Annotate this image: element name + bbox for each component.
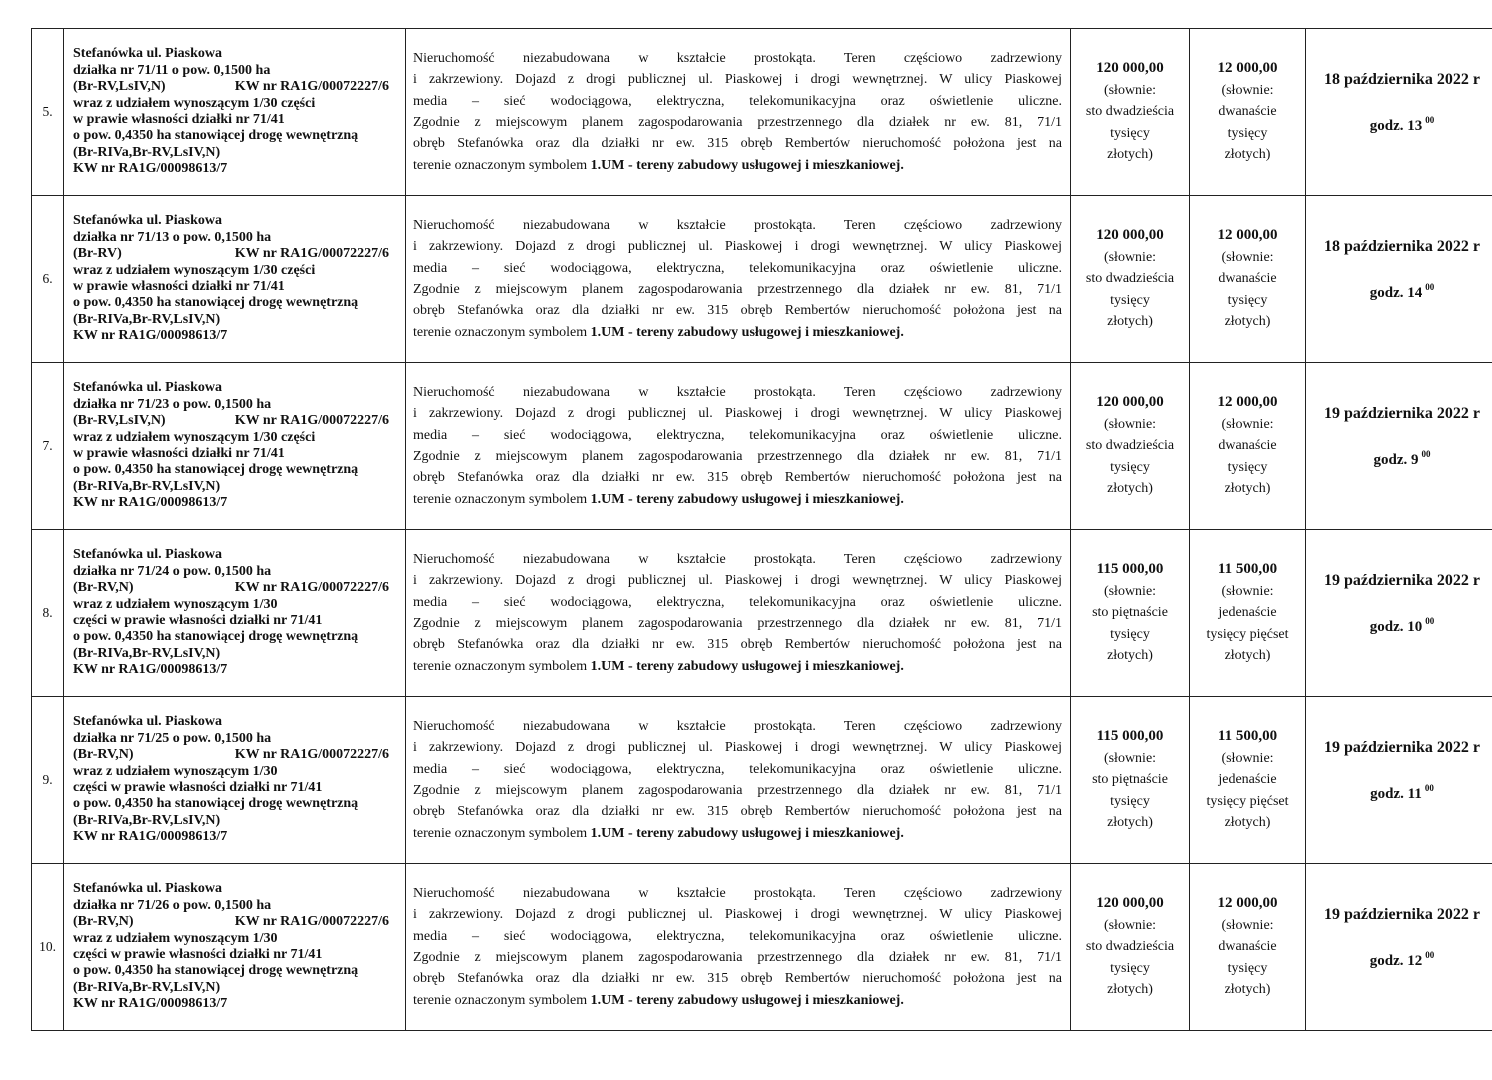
deposit-cell	[1190, 697, 1306, 864]
location-line: o pow. 0,4350 ha stanowiącej drogę wewnętrzną	[73, 462, 359, 478]
description-line: Nieruchomość niezabudowana w kształcie prostokąta. Teren częściowo zadrzewiony	[413, 719, 1062, 735]
auction-date-cell	[1306, 196, 1492, 363]
description-line: obręb Stefanówka oraz dla działki nr ew. 315 obręb Rembertów nieruchomość położona jest na	[413, 804, 1062, 820]
location-line: (Br-RIVa,Br-RV,LsIV,N)	[73, 812, 221, 828]
deposit-words: jedenaście	[1218, 605, 1277, 621]
zoning-symbol: 1.UM - tereny zabudowy usługowej i mieszkaniowej.	[590, 491, 904, 507]
property-description-cell	[406, 196, 1071, 363]
starting-price: 120 000,00	[1096, 394, 1164, 411]
location-line: o pow. 0,4350 ha stanowiącej drogę wewnętrzną	[73, 295, 359, 311]
location-line: w prawie własności działki nr 71/41	[73, 112, 285, 127]
land-register-number: KW nr RA1G/00072227/6	[234, 747, 389, 763]
auction-date: 18 października 2022 r	[1324, 71, 1480, 88]
location-line: wraz z udziałem wynoszącym 1/30	[73, 763, 278, 779]
description-last-line	[413, 322, 1062, 343]
description-line: obręb Stefanówka oraz dla działki nr ew. 315 obręb Rembertów nieruchomość położona jest na	[413, 303, 1062, 319]
description-text: terenie oznaczonym symbolem	[413, 658, 591, 674]
description-line: media – sieć wodociągowa, elektryczna, telekomunikacyjna oraz oświetlenie uliczne.	[413, 93, 1062, 109]
property-location-cell	[64, 530, 406, 697]
auction-time	[1306, 950, 1492, 970]
description-line: obręb Stefanówka oraz dla działki nr ew. 315 obręb Rembertów nieruchomość położona jest na	[413, 971, 1062, 987]
starting-price-cell	[1071, 864, 1190, 1031]
price-words: sto dwadzieścia	[1085, 438, 1175, 454]
location-line: KW nr RA1G/00098613/7	[73, 161, 228, 177]
location-line: o pow. 0,4350 ha stanowiącej drogę wewnętrzną	[73, 629, 359, 645]
price-words: tysięcy	[1110, 793, 1150, 809]
row-number: 10.	[32, 864, 64, 1031]
location-line: KW nr RA1G/00098613/7	[73, 829, 228, 845]
price-words: tysięcy	[1110, 125, 1150, 141]
description-line: i zakrzewiony. Dojazd z drogi publicznej ul. Piaskowej i drogi wewnętrznej. W ulicy Piaskowej	[413, 573, 1062, 589]
deposit-amount: 11 500,00	[1217, 728, 1278, 745]
deposit-words: złotych)	[1224, 815, 1271, 831]
description-last-line	[413, 823, 1062, 844]
description-line: Zgodnie z miejscowym planem zagospodarowania przestrzennego dla działek nr ew. 81, 71/1	[413, 783, 1062, 798]
price-words: tysięcy	[1110, 960, 1150, 976]
auction-hour: godz. 13	[1369, 118, 1423, 134]
location-line: KW nr RA1G/00098613/7	[73, 996, 228, 1012]
location-line: o pow. 0,4350 ha stanowiącej drogę wewnętrzną	[73, 963, 359, 979]
auction-date: 19 października 2022 r	[1324, 405, 1480, 422]
land-class: (Br-RV,LsIV,N)	[73, 413, 166, 429]
price-words: (słownie:	[1103, 917, 1157, 933]
location-line: KW nr RA1G/00098613/7	[73, 662, 228, 678]
property-location-cell	[64, 864, 406, 1031]
deposit-cell	[1190, 864, 1306, 1031]
price-words: (słownie:	[1103, 583, 1157, 599]
description-line: Nieruchomość niezabudowana w kształcie prostokąta. Teren częściowo zadrzewiony	[413, 385, 1062, 401]
description-line: i zakrzewiony. Dojazd z drogi publicznej ul. Piaskowej i drogi wewnętrznej. W ulicy Piaskowej	[413, 740, 1062, 756]
property-auction-table	[31, 28, 1492, 1031]
zoning-symbol: 1.UM - tereny zabudowy usługowej i mieszkaniowej.	[590, 157, 904, 173]
auction-time	[1306, 783, 1492, 803]
price-words: złotych)	[1107, 648, 1153, 664]
row-number: 6.	[32, 196, 64, 363]
starting-price-cell	[1071, 363, 1190, 530]
starting-price: 115 000,00	[1096, 728, 1164, 745]
description-line: media – sieć wodociągowa, elektryczna, telekomunikacyjna oraz oświetlenie uliczne.	[413, 260, 1062, 276]
deposit-amount: 12 000,00	[1217, 394, 1278, 411]
zoning-symbol: 1.UM - tereny zabudowy usługowej i mieszkaniowej.	[590, 992, 904, 1008]
location-line: Stefanówka ul. Piaskowa	[73, 46, 222, 62]
table-row	[32, 530, 1492, 697]
row-number: 9.	[32, 697, 64, 864]
deposit-words: złotych)	[1224, 648, 1271, 664]
location-line-split	[73, 914, 405, 930]
price-words: sto piętnaście	[1092, 772, 1168, 788]
zoning-symbol: 1.UM - tereny zabudowy usługowej i mieszkaniowej.	[590, 324, 904, 340]
price-words: sto dwadzieścia	[1085, 104, 1175, 120]
description-line: obręb Stefanówka oraz dla działki nr ew. 315 obręb Rembertów nieruchomość położona jest na	[413, 136, 1062, 152]
property-description-cell	[406, 29, 1071, 196]
description-line: i zakrzewiony. Dojazd z drogi publicznej ul. Piaskowej i drogi wewnętrznej. W ulicy Piaskowej	[413, 72, 1062, 88]
deposit-words: (słownie:	[1221, 917, 1274, 933]
price-words: złotych)	[1107, 314, 1153, 330]
location-line: wraz z udziałem wynoszącym 1/30 części	[73, 95, 316, 111]
auction-time	[1306, 282, 1492, 302]
property-description-cell	[406, 864, 1071, 1031]
description-line: Zgodnie z miejscowym planem zagospodarowania przestrzennego dla działek nr ew. 81, 71/1	[413, 950, 1062, 965]
location-line: wraz z udziałem wynoszącym 1/30 części	[73, 429, 316, 445]
location-line-split	[73, 413, 405, 429]
description-line: Zgodnie z miejscowym planem zagospodarowania przestrzennego dla działek nr ew. 81, 71/1	[413, 115, 1062, 130]
deposit-words: dwanaście	[1218, 271, 1277, 287]
location-line: w prawie własności działki nr 71/41	[73, 279, 285, 294]
description-line: Nieruchomość niezabudowana w kształcie prostokąta. Teren częściowo zadrzewiony	[413, 51, 1062, 67]
price-words: sto piętnaście	[1092, 605, 1168, 621]
starting-price: 120 000,00	[1096, 895, 1164, 912]
auction-time	[1306, 449, 1492, 469]
description-line: Nieruchomość niezabudowana w kształcie prostokąta. Teren częściowo zadrzewiony	[413, 886, 1062, 902]
land-class: (Br-RV,N)	[73, 914, 134, 930]
location-line: Stefanówka ul. Piaskowa	[73, 380, 222, 396]
land-register-number: KW nr RA1G/00072227/6	[234, 79, 389, 95]
deposit-cell	[1190, 530, 1306, 697]
description-text: terenie oznaczonym symbolem	[413, 491, 591, 507]
location-line: części w prawie własności działki nr 71/41	[73, 780, 323, 795]
deposit-words: (słownie:	[1221, 583, 1274, 599]
auction-time	[1306, 616, 1492, 636]
deposit-words: (słownie:	[1221, 249, 1274, 265]
description-line: media – sieć wodociągowa, elektryczna, telekomunikacyjna oraz oświetlenie uliczne.	[413, 761, 1062, 777]
auction-date: 19 października 2022 r	[1324, 572, 1480, 589]
description-line: i zakrzewiony. Dojazd z drogi publicznej ul. Piaskowej i drogi wewnętrznej. W ulicy Piaskowej	[413, 907, 1062, 923]
location-line: części w prawie własności działki nr 71/41	[73, 947, 323, 962]
description-line: Nieruchomość niezabudowana w kształcie prostokąta. Teren częściowo zadrzewiony	[413, 218, 1062, 234]
location-line: części w prawie własności działki nr 71/41	[73, 613, 323, 628]
location-line: działka nr 71/25 o pow. 0,1500 ha	[73, 730, 272, 746]
price-words: złotych)	[1107, 481, 1153, 497]
location-line: Stefanówka ul. Piaskowa	[73, 547, 222, 563]
location-line-split	[73, 580, 405, 596]
deposit-words: dwanaście	[1218, 438, 1277, 454]
deposit-words: złotych)	[1224, 481, 1271, 497]
deposit-words: tysięcy	[1227, 125, 1268, 141]
auction-date-cell	[1306, 363, 1492, 530]
starting-price-cell	[1071, 29, 1190, 196]
starting-price-cell	[1071, 196, 1190, 363]
location-line: działka nr 71/26 o pow. 0,1500 ha	[73, 897, 272, 913]
auction-date: 19 października 2022 r	[1324, 739, 1480, 756]
description-last-line	[413, 489, 1062, 510]
location-line: wraz z udziałem wynoszącym 1/30	[73, 930, 278, 946]
auction-date: 19 października 2022 r	[1324, 906, 1480, 923]
deposit-words: tysięcy	[1227, 960, 1268, 976]
description-line: media – sieć wodociągowa, elektryczna, telekomunikacyjna oraz oświetlenie uliczne.	[413, 594, 1062, 610]
starting-price-cell	[1071, 530, 1190, 697]
price-words: złotych)	[1107, 147, 1153, 163]
auction-minutes: 00	[1425, 616, 1435, 626]
land-register-number: KW nr RA1G/00072227/6	[234, 246, 389, 262]
deposit-words: jedenaście	[1218, 772, 1277, 788]
description-line: i zakrzewiony. Dojazd z drogi publicznej ul. Piaskowej i drogi wewnętrznej. W ulicy Piaskowej	[413, 239, 1062, 255]
land-class: (Br-RV)	[73, 246, 122, 262]
location-line-split	[73, 79, 405, 95]
auction-date: 18 października 2022 r	[1324, 238, 1480, 255]
auction-hour: godz. 14	[1369, 285, 1423, 301]
location-line-split	[73, 747, 405, 763]
location-line: (Br-RIVa,Br-RV,LsIV,N)	[73, 478, 221, 494]
starting-price: 115 000,00	[1096, 561, 1164, 578]
land-register-number: KW nr RA1G/00072227/6	[234, 413, 389, 429]
auction-date-cell	[1306, 530, 1492, 697]
description-line: obręb Stefanówka oraz dla działki nr ew. 315 obręb Rembertów nieruchomość położona jest na	[413, 637, 1062, 653]
table-row	[32, 697, 1492, 864]
auction-hour: godz. 11	[1370, 786, 1422, 802]
location-line: o pow. 0,4350 ha stanowiącej drogę wewnętrzną	[73, 796, 359, 812]
row-number: 7.	[32, 363, 64, 530]
description-text: terenie oznaczonym symbolem	[413, 157, 591, 173]
property-description-cell	[406, 530, 1071, 697]
starting-price: 120 000,00	[1096, 60, 1164, 77]
description-line: media – sieć wodociągowa, elektryczna, telekomunikacyjna oraz oświetlenie uliczne.	[413, 928, 1062, 944]
deposit-cell	[1190, 196, 1306, 363]
deposit-words: tysięcy pięćset	[1206, 793, 1289, 809]
deposit-amount: 12 000,00	[1217, 227, 1278, 244]
description-last-line	[413, 656, 1062, 677]
description-line: media – sieć wodociągowa, elektryczna, telekomunikacyjna oraz oświetlenie uliczne.	[413, 427, 1062, 443]
auction-minutes: 00	[1425, 282, 1435, 292]
auction-minutes: 00	[1425, 950, 1435, 960]
table-row	[32, 864, 1492, 1031]
price-words: sto dwadzieścia	[1085, 939, 1175, 955]
description-line: Zgodnie z miejscowym planem zagospodarowania przestrzennego dla działek nr ew. 81, 71/1	[413, 449, 1062, 464]
description-line: i zakrzewiony. Dojazd z drogi publicznej ul. Piaskowej i drogi wewnętrznej. W ulicy Piaskowej	[413, 406, 1062, 422]
deposit-words: złotych)	[1224, 147, 1271, 163]
location-line: działka nr 71/13 o pow. 0,1500 ha	[73, 229, 272, 245]
deposit-amount: 11 500,00	[1217, 561, 1278, 578]
deposit-cell	[1190, 363, 1306, 530]
deposit-words: (słownie:	[1221, 416, 1274, 432]
description-text: terenie oznaczonym symbolem	[413, 992, 591, 1008]
zoning-symbol: 1.UM - tereny zabudowy usługowej i mieszkaniowej.	[590, 658, 904, 674]
starting-price: 120 000,00	[1096, 227, 1164, 244]
description-last-line	[413, 155, 1062, 176]
property-location-cell	[64, 363, 406, 530]
location-line: Stefanówka ul. Piaskowa	[73, 213, 222, 229]
deposit-words: tysięcy pięćset	[1206, 626, 1289, 642]
location-line: Stefanówka ul. Piaskowa	[73, 714, 222, 730]
price-words: (słownie:	[1103, 249, 1157, 265]
row-number: 5.	[32, 29, 64, 196]
location-line: działka nr 71/23 o pow. 0,1500 ha	[73, 396, 272, 412]
auction-time	[1306, 115, 1492, 135]
land-class: (Br-RV,N)	[73, 747, 134, 763]
deposit-words: dwanaście	[1218, 104, 1277, 120]
auction-hour: godz. 9	[1373, 452, 1419, 468]
zoning-symbol: 1.UM - tereny zabudowy usługowej i mieszkaniowej.	[590, 825, 904, 841]
property-location-cell	[64, 29, 406, 196]
deposit-words: (słownie:	[1221, 750, 1274, 766]
auction-minutes: 00	[1425, 115, 1435, 125]
auction-date-cell	[1306, 697, 1492, 864]
location-line: działka nr 71/11 o pow. 0,1500 ha	[73, 62, 271, 78]
auction-minutes: 00	[1424, 783, 1434, 793]
land-register-number: KW nr RA1G/00072227/6	[234, 914, 389, 930]
description-line: Zgodnie z miejscowym planem zagospodarowania przestrzennego dla działek nr ew. 81, 71/1	[413, 616, 1062, 631]
deposit-words: dwanaście	[1218, 939, 1277, 955]
description-line: Nieruchomość niezabudowana w kształcie prostokąta. Teren częściowo zadrzewiony	[413, 552, 1062, 568]
description-line: Zgodnie z miejscowym planem zagospodarowania przestrzennego dla działek nr ew. 81, 71/1	[413, 282, 1062, 297]
table-row	[32, 363, 1492, 530]
location-line: KW nr RA1G/00098613/7	[73, 495, 228, 511]
deposit-amount: 12 000,00	[1217, 895, 1278, 912]
auction-hour: godz. 12	[1369, 953, 1423, 969]
price-words: (słownie:	[1103, 750, 1157, 766]
table-row	[32, 29, 1492, 196]
description-text: terenie oznaczonym symbolem	[413, 825, 591, 841]
location-line: Stefanówka ul. Piaskowa	[73, 881, 222, 897]
description-last-line	[413, 990, 1062, 1011]
location-line: (Br-RIVa,Br-RV,LsIV,N)	[73, 979, 221, 995]
location-line: KW nr RA1G/00098613/7	[73, 328, 228, 344]
location-line: (Br-RIVa,Br-RV,LsIV,N)	[73, 144, 221, 160]
price-words: (słownie:	[1103, 416, 1157, 432]
row-number: 8.	[32, 530, 64, 697]
land-register-number: KW nr RA1G/00072227/6	[234, 580, 389, 596]
auction-date-cell	[1306, 29, 1492, 196]
property-description-cell	[406, 363, 1071, 530]
property-location-cell	[64, 697, 406, 864]
location-line: działka nr 71/24 o pow. 0,1500 ha	[73, 563, 272, 579]
deposit-cell	[1190, 29, 1306, 196]
location-line: wraz z udziałem wynoszącym 1/30 części	[73, 262, 316, 278]
price-words: złotych)	[1107, 982, 1153, 998]
price-words: tysięcy	[1110, 626, 1150, 642]
table-row	[32, 196, 1492, 363]
location-line: (Br-RIVa,Br-RV,LsIV,N)	[73, 645, 221, 661]
location-line: o pow. 0,4350 ha stanowiącej drogę wewnętrzną	[73, 128, 359, 144]
price-words: sto dwadzieścia	[1085, 271, 1175, 287]
deposit-words: tysięcy	[1227, 292, 1268, 308]
description-line: obręb Stefanówka oraz dla działki nr ew. 315 obręb Rembertów nieruchomość położona jest na	[413, 470, 1062, 486]
auction-hour: godz. 10	[1369, 619, 1423, 635]
land-class: (Br-RV,N)	[73, 580, 134, 596]
location-line: w prawie własności działki nr 71/41	[73, 446, 285, 461]
starting-price-cell	[1071, 697, 1190, 864]
deposit-amount: 12 000,00	[1217, 60, 1278, 77]
auction-minutes: 00	[1421, 449, 1431, 459]
price-words: tysięcy	[1110, 459, 1150, 475]
property-location-cell	[64, 196, 406, 363]
location-line: (Br-RIVa,Br-RV,LsIV,N)	[73, 311, 221, 327]
price-words: tysięcy	[1110, 292, 1150, 308]
location-line: wraz z udziałem wynoszącym 1/30	[73, 596, 278, 612]
price-words: (słownie:	[1103, 82, 1157, 98]
deposit-words: tysięcy	[1227, 459, 1268, 475]
description-text: terenie oznaczonym symbolem	[413, 324, 591, 340]
land-class: (Br-RV,LsIV,N)	[73, 79, 166, 95]
price-words: złotych)	[1107, 815, 1153, 831]
deposit-words: złotych)	[1224, 982, 1271, 998]
deposit-words: (słownie:	[1221, 82, 1274, 98]
location-line-split	[73, 246, 405, 262]
auction-date-cell	[1306, 864, 1492, 1031]
property-description-cell	[406, 697, 1071, 864]
deposit-words: złotych)	[1224, 314, 1271, 330]
